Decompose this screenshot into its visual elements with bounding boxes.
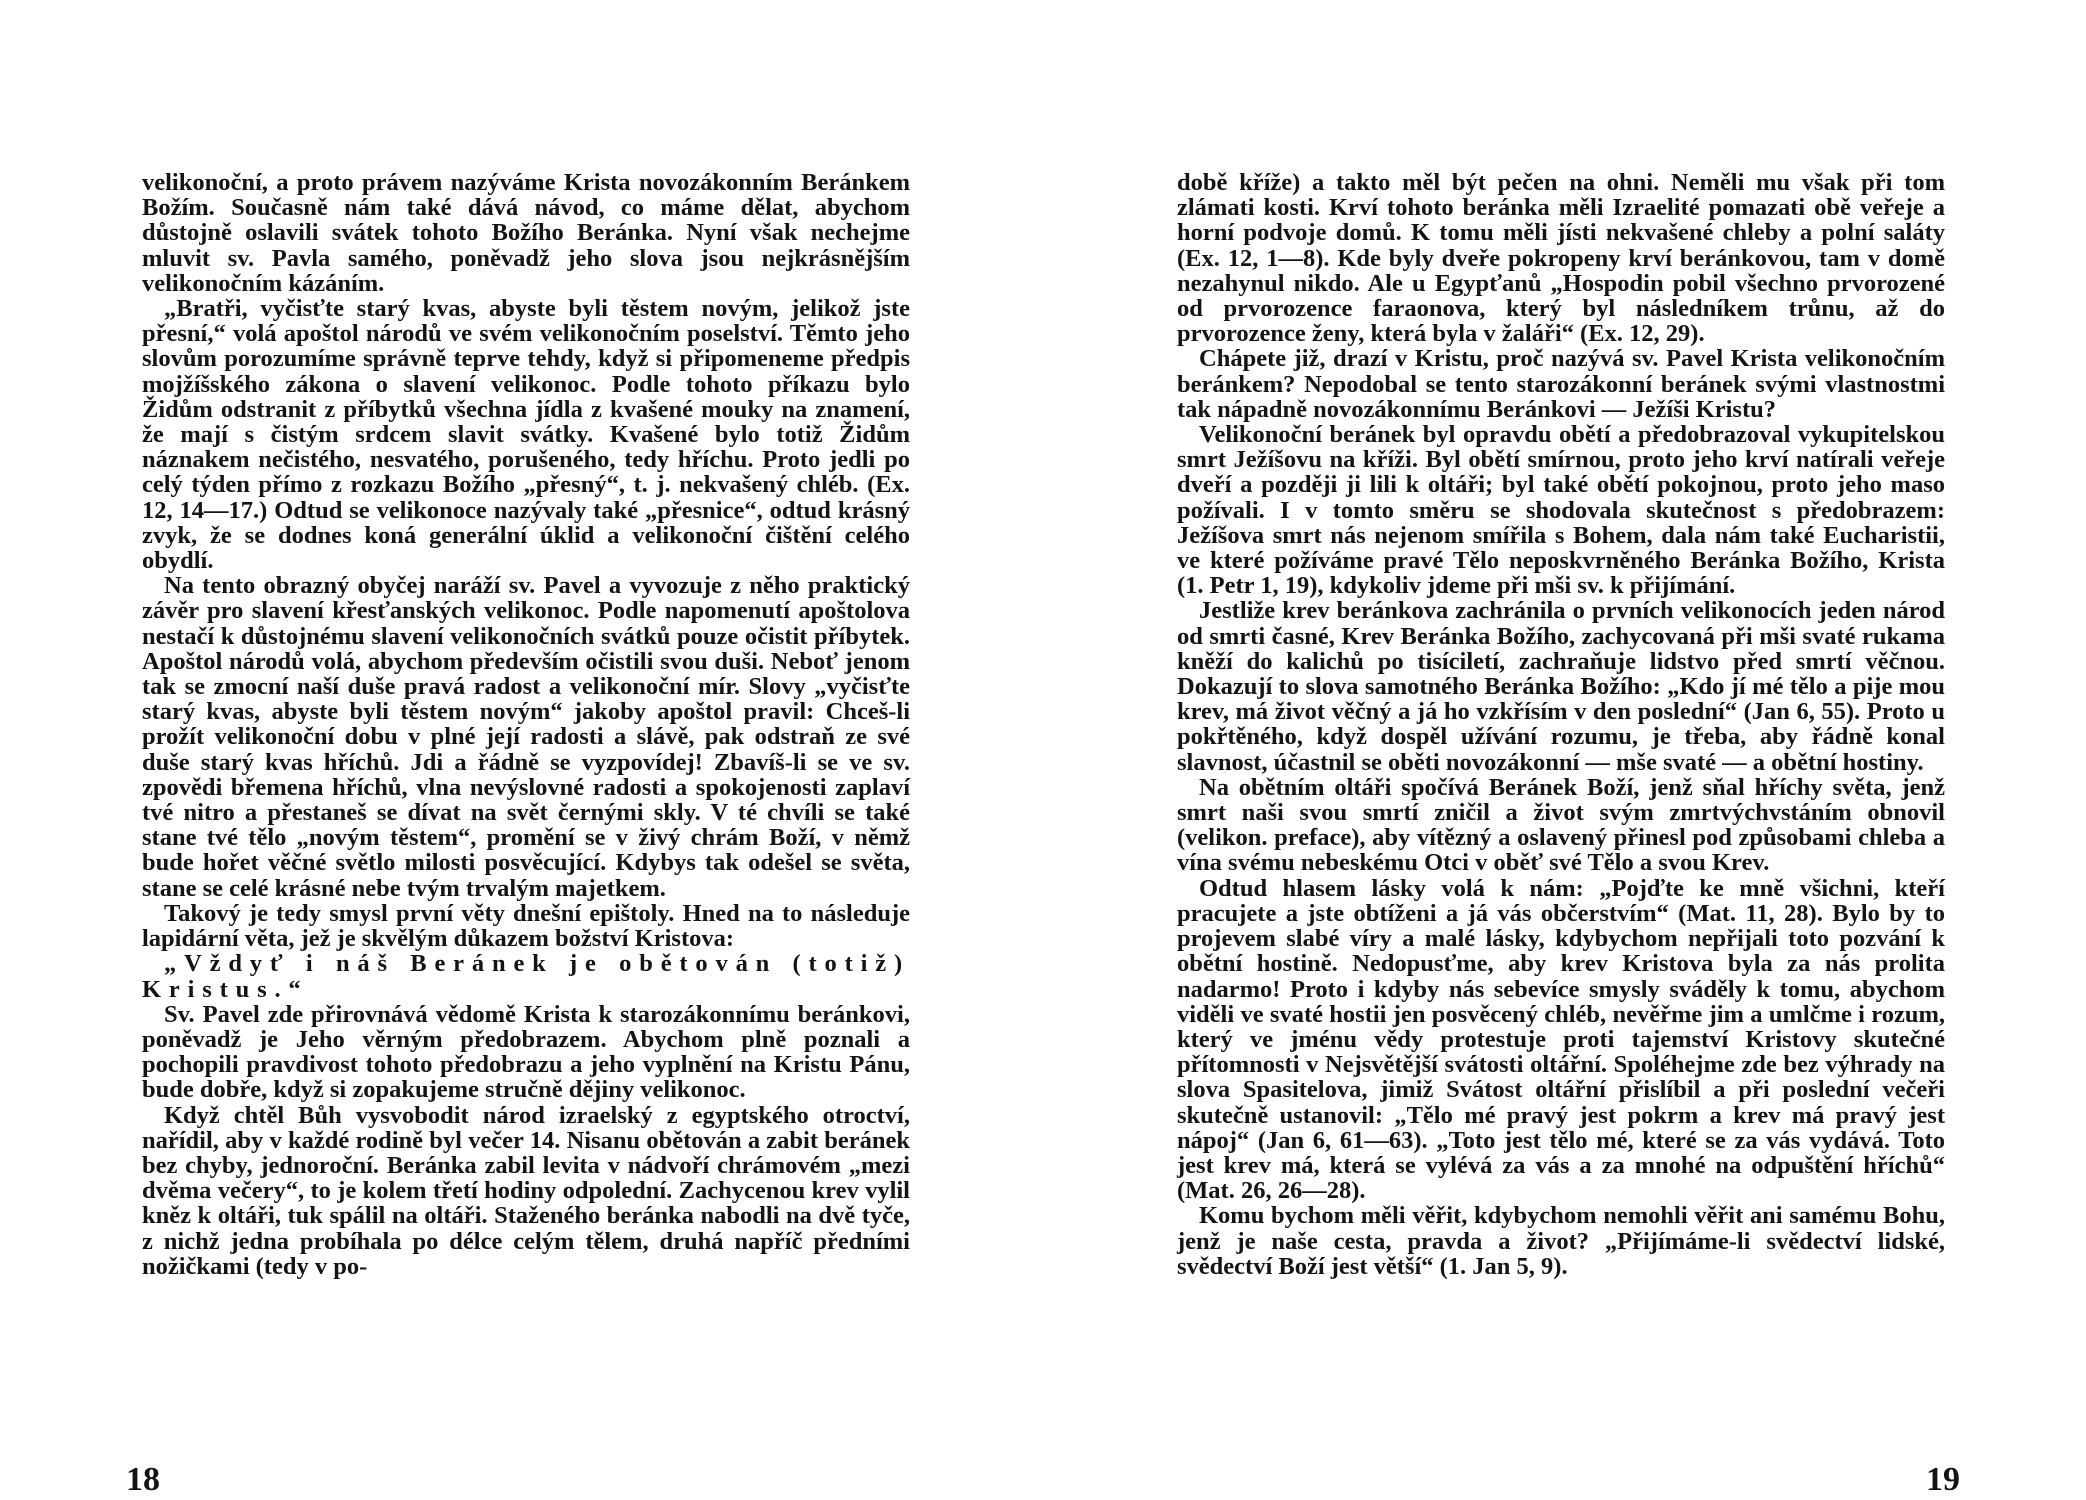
paragraph: Odtud hlasem lásky volá k nám: „Pojďte ke mně všichni, kteří pracujete a jste obtíženi a já vás občerstvím“ (Mat. 11, 28). Bylo by to projevem slabé víry a malé lásky, kdybychom nepřijali toto pozvání k obětní hostině. Nedopusťme, aby krev Kristova byla za nás prolita nadarmo! Proto i kdyby nás sebevíce smysly sváděly k tomu, abychom viděli ve svaté hostii jen posvěcený chléb, nevěřme jim a umlčme i rozum, který ve jménu vědy protestuje proti tajemství Kristovy skutečné přítomnosti v Nejsvětější svátosti oltářní. Spoléhejme zde bez výhrady na slova Spasitelova, jimiž Svátost oltářní přislíbil a při poslední večeři skutečně ustanovil: „Tělo mé pravý jest pokrm a krev má pravý jest nápoj“ (Jan 6, 61—63). „Toto jest tělo mé, které se za vás vydává. Toto jest krev má, která se vylévá za vás a za mnohé na odpuštění hříchů“ (Mat. 26, 26—28). <box>1177 874 1945 1205</box>
paragraph: Jestliže krev beránkova zachránila o prvních velikonocích jeden národ od smrti časné, Krev Beránka Božího, zachycovaná při mši svaté rukama kněží do kalichů po tisíciletí, zachraňuje lidstvo před smrtí věčnou. Dokazují to slova samotného Beránka Božího: „Kdo jí mé tělo a pije mou krev, má život věčný a já ho vzkřísím v den poslední“ (Jan 6, 55). Proto u pokřtěného, když dospěl užívání rozumu, je třeba, aby řádně konal slavnost, účastnil se oběti novozákonní — mše svaté — a obětní hostiny. <box>1177 597 1945 776</box>
paragraph: Komu bychom měli věřit, kdybychom nemohli věřit ani samému Bohu, jenž je naše cesta, pravda a život? „Přijímáme-li svědectví lidské, svědectví Boží jest větší“ (1. Jan 5, 9). <box>1177 1202 1945 1280</box>
paragraph: „Bratři, vyčisťte starý kvas, abyste byli těstem novým, jelikož jste přesní,“ volá apoštol národů ve svém velikonočním poselství. Těmto jeho slovům porozumíme správně teprve tehdy, když si připomeneme předpis mojžíšského zákona o slavení velikonoc. Podle tohoto příkazu bylo Židům odstranit z příbytků všechna jídla z kvašené mouky na znamení, že mají s čistým srdcem slavit svátky. Kvašené bylo totiž Židům náznakem nečistého, nesvatého, porušeného, tedy hříchu. Proto jedli po celý týden přímo z rozkazu Božího „přesný“, t. j. nekvašený chléb. (Ex. 12, 14—17.) Odtud se velikonoce nazývaly také „přesnice“, odtud krásný zvyk, že se dodnes koná generální úklid a velikonoční čištění celého obydlí. <box>142 295 910 575</box>
paragraph: velikonoční, a proto právem nazýváme Krista novozákonním Beránkem Božím. Současně nám také dává návod, co máme dělat, abychom důstojně oslavili svátek tohoto Božího Beránka. Nyní však nechejme mluvit sv. Pavla samého, poněvadž jeho slova jsou nejkrásnějším velikonočním kázáním. <box>142 169 910 297</box>
paragraph: Na obětním oltáři spočívá Beránek Boží, jenž sňal hříchy světa, jenž smrt naši svou smrtí zničil a život svým zmrtvýchvstáním obnovil (velikon. preface), aby vítězný a oslavený přinesl pod způsobami chleba a vína svému nebeskému Otci v oběť své Tělo a svou Krev. <box>1177 773 1945 877</box>
right-page-text <box>1177 170 1945 1279</box>
quote-paragraph: „Vždyť i náš Beránek je obětován (totiž) Kristus.“ <box>142 950 910 1003</box>
paragraph: Když chtěl Bůh vysvobodit národ izraelský z egyptského otroctví, nařídil, aby v každé rodině byl večer 14. Nisanu obětován a zabit beránek bez chyby, jednoroční. Beránka zabil levita v nádvoří chrámovém „mezi dvěma večery“, to je kolem třetí hodiny odpolední. Zachycenou krev vylil kněz k oltáři, tuk spálil na oltáři. Staženého beránka nabodli na dvě tyče, z nichž jedna probíhala po délce celým tělem, druhá napříč předními nožičkami (tedy v po- <box>142 1101 910 1280</box>
paragraph: Sv. Pavel zde přirovnává vědomě Krista k starozákonnímu beránkovi, poněvadž je Jeho věrným předobrazem. Abychom plně poznali a pochopili pravdivost tohoto předobrazu a jeho vyplnění na Kristu Pánu, bude dobře, když si zopakujeme stručně dějiny velikonoc. <box>142 1000 910 1104</box>
page-number-right: 19 <box>1926 1461 1960 1498</box>
page-number-left: 18 <box>126 1461 160 1498</box>
paragraph: Takový je tedy smysl první věty dnešní epištoly. Hned na to následuje lapidární věta, jež je skvělým důkazem božství Kristova: <box>142 899 910 953</box>
paragraph: Chápete již, drazí v Kristu, proč nazývá sv. Pavel Krista velikonočním beránkem? Nepodobal se tento starozákonní beránek svými vlastnostmi tak nápadně novozákonnímu Beránkovi — Ježíši Kristu? <box>1177 345 1945 423</box>
left-page-text <box>142 170 910 1279</box>
paragraph: době kříže) a takto měl být pečen na ohni. Neměli mu však při tom zlámati kosti. Krví tohoto beránka měli Izraelité pomazati obě veřeje a horní podvoje domů. K tomu měli jísti nekvašené chleby a polní saláty (Ex. 12, 1—8). Kde byly dveře pokropeny krví beránkovou, tam v domě nezahynul nikdo. Ale u Egypťanů „Hospodin pobil všechno prvorozené od prvorozence faraonova, který byl následníkem trůnu, až do prvorozence ženy, která byla v žaláři“ (Ex. 12, 29). <box>1177 169 1945 348</box>
paragraph: Velikonoční beránek byl opravdu obětí a předobrazoval vykupitelskou smrt Ježíšovu na kříži. Byl obětí smírnou, proto jeho krví natírali veřeje dveří a později ji lili k oltáři; byl také obětí pokojnou, proto jeho maso požívali. I v tomto směru se shodovala skutečnost s předobrazem: Ježíšova smrt nás nejenom smířila s Bohem, dala nám také Eucharistii, ve které požíváme pravé Tělo neposkvrněného Beránka Božího, Krista (1. Petr 1, 19), kdykoliv jdeme při mši sv. k přijímání. <box>1177 421 1945 600</box>
paragraph: Na tento obrazný obyčej naráží sv. Pavel a vyvozuje z něho praktický závěr pro slavení křesťanských velikonoc. Podle napomenutí apoštolova nestačí k důstojnému slavení velikonočních svátků pouze očistit příbytek. Apoštol národů volá, abychom především očistili svou duši. Neboť jenom tak se zmocní naší duše pravá radost a velikonoční mír. Slovy „vyčisťte starý kvas, abyste byli těstem novým“ jakoby apoštol pravil: Chceš-li prožít velikonoční dobu v plné její radosti a slávě, pak odstraň ze své duše starý kvas hříchů. Jdi a řádně se vyzpovídej! Zbavíš-li se ve sv. zpovědi břemena hříchů, vlna nevýslovné radosti a spokojenosti zaplaví tvé nitro a přestaneš se dívat na svět černými skly. V té chvíli se také stane tvé tělo „novým těstem“, promění se v živý chrám Boží, v němž bude hořet věčné světlo milosti posvěcující. Kdybys tak odešel se světa, stane se celé krásné nebe tvým trvalým majetkem. <box>142 572 910 902</box>
